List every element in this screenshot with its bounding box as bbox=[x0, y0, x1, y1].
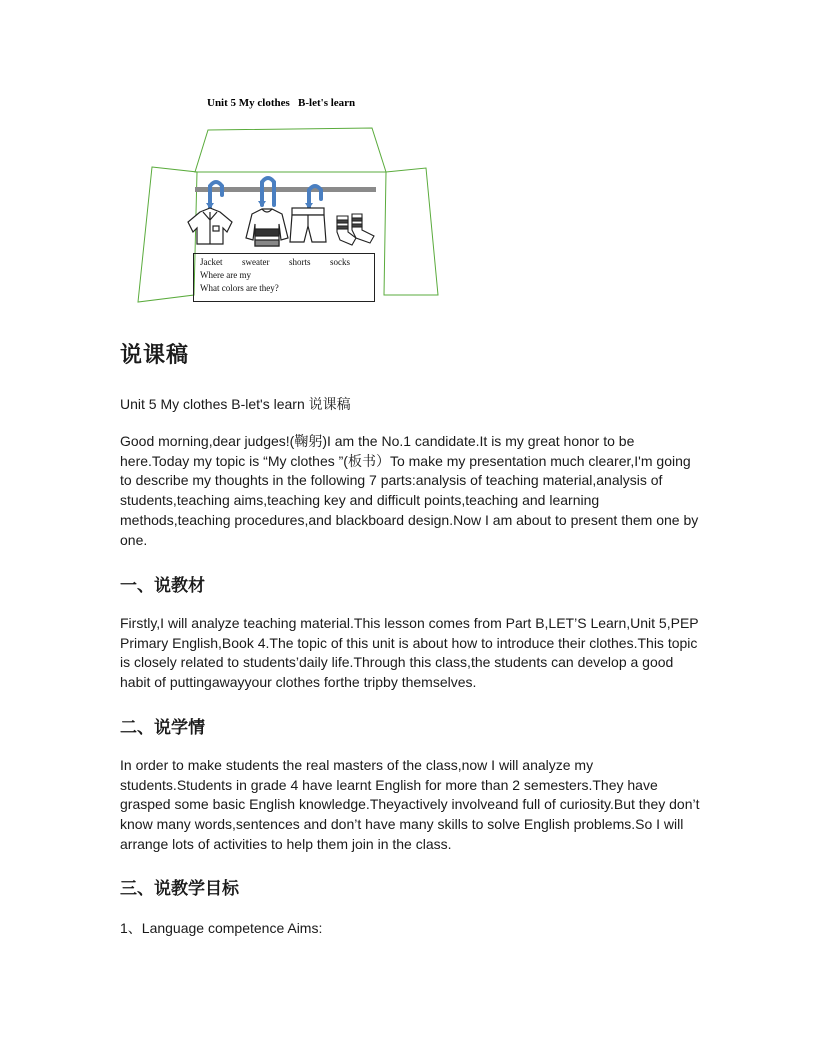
question-colors: What colors are they? bbox=[200, 283, 279, 293]
board-left-panel bbox=[138, 167, 197, 302]
document-title: 说课稿 bbox=[120, 343, 190, 368]
section1-paragraph: Firstly,I will analyze teaching material.This lesson comes from Part B,LET’S Learn,Unit 5,PEP Primary English,Book 4.The topic of this unit is about how to introduce their clothes.This topic is closely related to students’daily life.Through this class,the students can develop a good habit of puttingawayyour clothes forthe tripby themselves. bbox=[120, 615, 699, 691]
word-list bbox=[200, 256, 374, 269]
board-right-panel bbox=[384, 168, 438, 295]
document-subtitle: Unit 5 My clothes B-let's learn 说课稿 bbox=[120, 396, 351, 412]
section3-heading: 三、说教学目标 bbox=[120, 879, 239, 899]
sweater-icon bbox=[246, 209, 288, 246]
word-sweater: sweater bbox=[242, 257, 270, 267]
section2-paragraph: In order to make students the real masters of the class,now I will analyze my students.Students in grade 4 have learnt English for more than 2 semesters.They have grasped some basic English knowledge.Theyactively involveand full of curiosity.But they don’t know many words,sentences and don’t have many skills to solve English problems.So I will arrange lots of activities to help them join in the class. bbox=[120, 757, 700, 852]
section2-heading: 二、说学情 bbox=[120, 718, 205, 738]
intro-paragraph: Good morning,dear judges!(鞠躬)I am the No.1 candidate.It is my great honor to be here.Today my topic is “My clothes ”(板书）To make my presentation much clearer,I'm going to describe my thoughts in the following 7 parts:analysis of teaching material,analysis of students,teaching aims,teaching key and difficult points,teaching and learning methods,teaching procedures,and blackboard design.Now I am about to present them one by one. bbox=[120, 433, 699, 548]
word-socks: socks bbox=[330, 257, 350, 267]
question-where: Where are my bbox=[200, 270, 251, 280]
aims-item-1: 1、Language competence Aims: bbox=[120, 920, 323, 936]
word-jacket: Jacket bbox=[200, 257, 223, 267]
shorts-icon bbox=[290, 208, 326, 242]
vocabulary-box bbox=[193, 253, 375, 302]
illustration-title: Unit 5 My clothes B-let's learn bbox=[207, 97, 356, 109]
section1-heading: 一、说教材 bbox=[120, 576, 205, 596]
board-top-panel bbox=[195, 128, 386, 172]
jacket-icon bbox=[188, 208, 232, 244]
word-shorts: shorts bbox=[288, 257, 311, 267]
hanger-icon bbox=[210, 178, 321, 207]
socks-icon bbox=[337, 214, 374, 245]
